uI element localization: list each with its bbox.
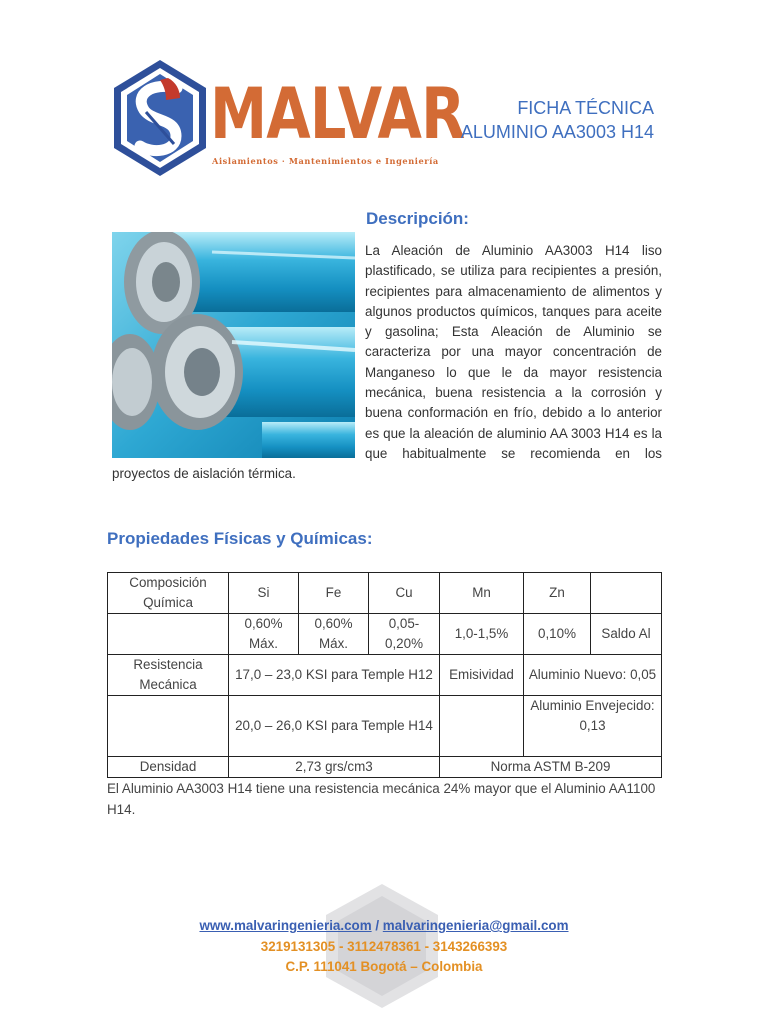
table-cell: Saldo Al: [591, 614, 662, 655]
table-cell: Composición Química: [108, 573, 229, 614]
table-cell: [108, 696, 229, 757]
title-line-1: FICHA TÉCNICA: [517, 98, 654, 118]
table-cell: 2,73 grs/cm3: [229, 757, 440, 778]
properties-table: [107, 572, 662, 778]
hexagon-s-emblem-icon: [110, 58, 210, 178]
link-separator: /: [371, 918, 383, 933]
table-cell: [591, 573, 662, 614]
document-title: [461, 96, 654, 144]
description-text: [112, 241, 662, 485]
table-cell: Zn: [524, 573, 591, 614]
table-cell: Aluminio Envejecido: 0,13: [524, 696, 662, 757]
footer-links: [0, 916, 768, 937]
table-cell: Aluminio Nuevo: 0,05: [524, 655, 662, 696]
description-paragraph: La Aleación de Aluminio AA3003 H14 liso plastificado, se utiliza para recipientes a presión, recipientes para almacenamiento de alimentos y algunos productos químicos, tanques para aceite y gasolina; Esta Aleación de Aluminio se caracteriza por una mayor concentración de Manganeso lo que le da mayor resistencia mecánica, buena resistencia a la corrosión y buena conformación en frío, debido a lo anterior es que la aleación de aluminio AA 3003 H14 es la que habitualmente se recomienda en los proyectos de aislación térmica.: [112, 243, 662, 482]
properties-heading: Propiedades Físicas y Químicas:: [107, 529, 373, 548]
table-cell: Si: [229, 573, 299, 614]
footer-address: C.P. 111041 Bogotá – Colombia: [285, 959, 483, 974]
table-cell: 0,60% Máx.: [229, 614, 299, 655]
table-cell: Cu: [369, 573, 440, 614]
logo-tagline: Aislamientos · Mantenimientos e Ingeniería: [212, 156, 439, 166]
table-cell: 0,05-0,20%: [369, 614, 440, 655]
table-cell: Norma ASTM B-209: [440, 757, 662, 778]
table-cell: [108, 614, 229, 655]
table-cell: 1,0-1,5%: [440, 614, 524, 655]
logo-wordmark: MALVAR: [210, 73, 465, 155]
table-row: [108, 573, 662, 614]
table-cell: [440, 696, 524, 757]
note-text: El Aluminio AA3003 H14 tiene una resistencia mecánica 24% mayor que el Aluminio AA1100 H14.: [107, 781, 656, 817]
table-cell: Resistencia Mecánica: [108, 655, 229, 696]
title-line-2: ALUMINIO AA3003 H14: [460, 122, 654, 142]
table-cell: Densidad: [108, 757, 229, 778]
description-heading: Descripción:: [366, 209, 469, 228]
table-cell: 0,60% Máx.: [299, 614, 369, 655]
table-row: [108, 757, 662, 778]
email-link[interactable]: malvaringenieria@gmail.com: [382, 918, 569, 933]
table-cell: 20,0 – 26,0 KSI para Temple H14: [229, 696, 440, 757]
table-row: [108, 614, 662, 655]
table-row: [108, 696, 662, 757]
footer: [0, 916, 768, 978]
table-cell: 17,0 – 23,0 KSI para Temple H12: [229, 655, 440, 696]
table-cell: Mn: [440, 573, 524, 614]
website-link[interactable]: www.malvaringenieria.com: [199, 918, 372, 933]
table-cell: Emisividad: [440, 655, 524, 696]
table-cell: 0,10%: [524, 614, 591, 655]
photo-spacer: [112, 241, 365, 461]
footer-phones: 3219131305 - 3112478361 - 3143266393: [260, 938, 508, 954]
company-logo: [110, 58, 465, 178]
table-row: [108, 655, 662, 696]
table-cell: Fe: [299, 573, 369, 614]
